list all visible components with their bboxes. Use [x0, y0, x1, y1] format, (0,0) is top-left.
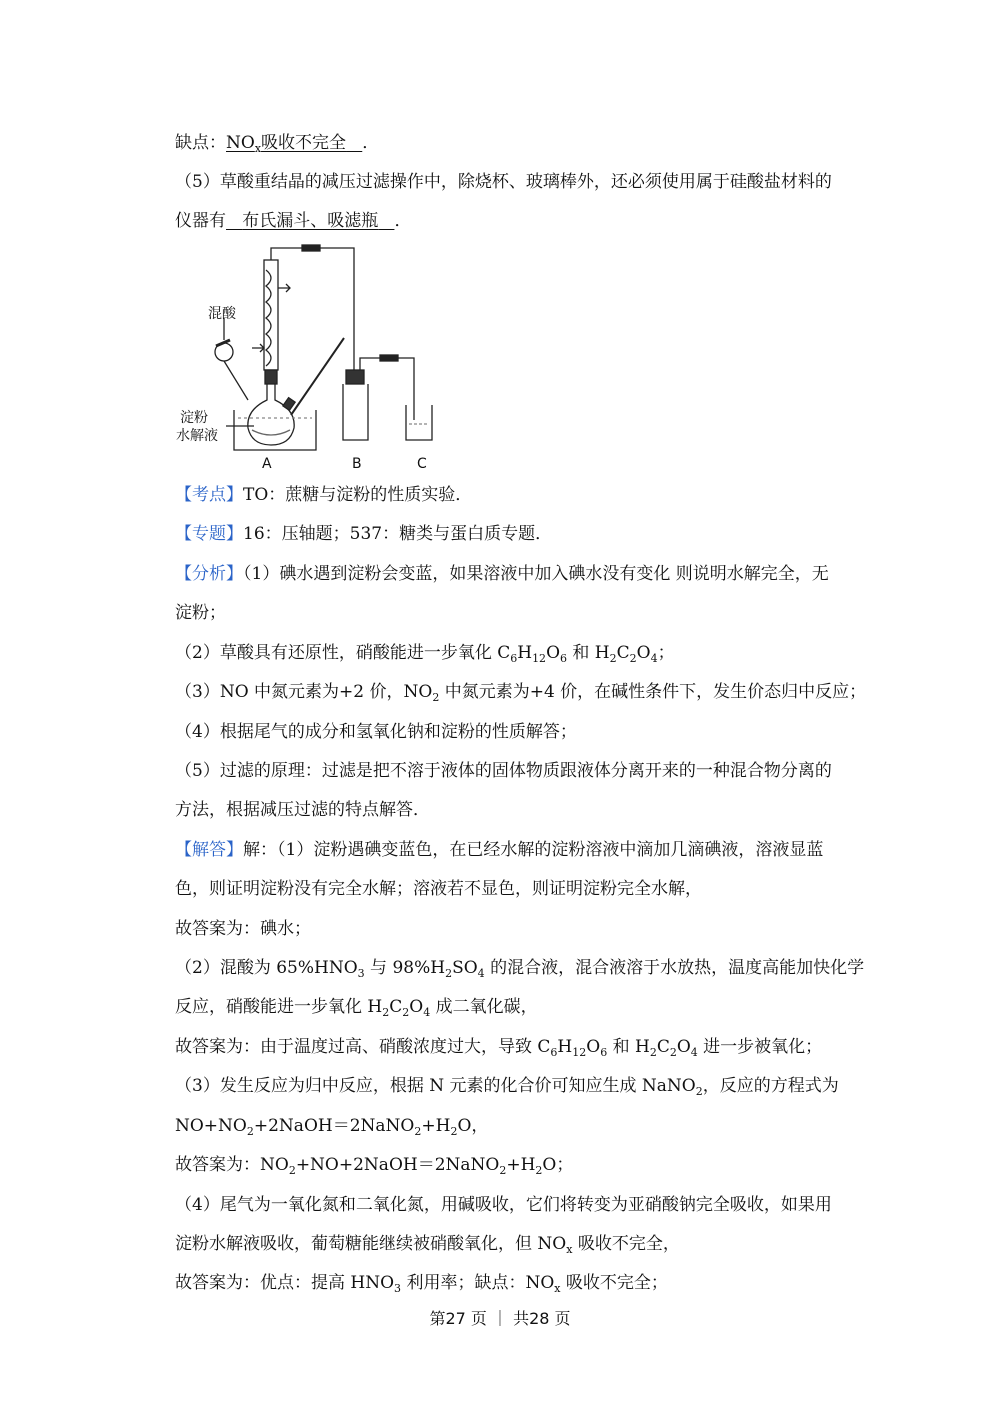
label-starch: 淀粉 [180, 410, 208, 426]
apparatus-diagram [176, 240, 446, 475]
text: （3）发生反应为归中反应，根据 N 元素的化合价可知应生成 NaNO [175, 1076, 696, 1096]
answer-underlined [226, 133, 362, 153]
section-tag: 【解答】 [175, 840, 243, 860]
subscript: 2 [382, 1006, 390, 1019]
subscript: 12 [572, 1046, 587, 1059]
funnel-stem [224, 361, 248, 400]
text: 解：（1）淀粉遇碘变蓝色，在已经水解的淀粉溶液中滴加几滴碘液，溶液显蓝 [243, 840, 824, 860]
subscript: 2 [629, 652, 637, 665]
text-line: 淀粉； [175, 603, 226, 623]
subscript: 4 [477, 967, 485, 980]
text: ； [657, 643, 675, 663]
text-line [175, 1035, 822, 1059]
text: +H [421, 1116, 451, 1136]
text: 吸收不完全； [560, 1273, 668, 1293]
beaker [406, 405, 432, 440]
text: +NO+2NaOH＝2NaNO [295, 1155, 500, 1175]
text: +2NaOH＝2NaNO [253, 1116, 415, 1136]
stopper [283, 398, 295, 411]
text: TO：蔗糖与淀粉的性质实验． [243, 485, 473, 505]
water-bath [234, 410, 316, 450]
text-line [175, 995, 538, 1019]
text-line [175, 680, 866, 704]
subscript: 2 [499, 1164, 507, 1177]
label-a: A [262, 456, 272, 472]
text: H [517, 643, 533, 663]
text-line: （4）根据尾气的成分和氢氧化钠和淀粉的性质解答； [175, 722, 577, 742]
subscript: 6 [510, 652, 518, 665]
text: ，反应的方程式为 [702, 1076, 839, 1096]
text: O； [542, 1155, 574, 1175]
subscript: 6 [550, 1046, 558, 1059]
tube-joint [302, 245, 320, 251]
page-footer: 第27 页 ｜ 共28 页 [429, 1309, 571, 1328]
text: 与 98%H [364, 958, 446, 978]
text-line [175, 131, 379, 155]
text: 成二氧化碳， [430, 997, 538, 1017]
text: （2）混酸为 65%HNO [175, 958, 358, 978]
label-hydrolysate: 水解液 [176, 428, 218, 444]
label-b: B [352, 456, 362, 472]
text: O [586, 1037, 601, 1057]
gas-tube [271, 248, 354, 370]
condenser-coil [266, 270, 271, 366]
text: 和 H [607, 1037, 650, 1057]
subscript: 6 [560, 652, 567, 665]
subscript: x [566, 1243, 573, 1256]
text-line: （5）过滤的原理：过滤是把不溶于液体的固体物质跟液体分离开来的一种混合物分离的 [175, 761, 832, 781]
tube-joint [380, 355, 398, 361]
section-tag: 【专题】 [175, 524, 243, 544]
label-c: C [417, 456, 427, 472]
text: 吸收不完全， [572, 1234, 680, 1254]
text: 反应，硝酸能进一步氧化 H [175, 997, 383, 1017]
text: NO [226, 133, 255, 153]
text-line: （5）草酸重结晶的减压过滤操作中，除烧杯、玻璃棒外，还必须使用属于硅酸盐材料的 [175, 172, 832, 192]
text: 故答案为：优点：提高 HNO [175, 1273, 395, 1293]
label-mixed-acid: 混酸 [208, 306, 236, 322]
subscript: 3 [357, 967, 365, 980]
text: O [636, 643, 651, 663]
subscript: 2 [432, 691, 440, 704]
subscript: 2 [695, 1085, 703, 1098]
answer-underlined [226, 211, 394, 231]
text: C [389, 997, 403, 1017]
text: C [656, 1037, 670, 1057]
text-line [175, 1271, 668, 1295]
section-tag: 【考点】 [175, 485, 243, 505]
section-tag: 【分析】 [175, 564, 243, 584]
text: 故答案为：由于温度过高、硝酸浓度过大，导致 C [175, 1037, 551, 1057]
funnel-stopper [216, 340, 230, 346]
subscript: 2 [609, 652, 617, 665]
text-line [175, 1074, 839, 1098]
stopper [346, 370, 364, 384]
subscript: 2 [649, 1046, 657, 1059]
text: O [546, 643, 560, 663]
subscript: x [254, 142, 262, 155]
text: （2）草酸具有还原性，硝酸能进一步氧化 C [175, 643, 511, 663]
section-zhuanti [175, 522, 552, 546]
subscript: 4 [650, 652, 658, 665]
subscript: 2 [450, 1125, 458, 1138]
subscript: 6 [600, 1046, 608, 1059]
section-jieda [175, 838, 823, 862]
text-line: （4）尾气为一氧化氮和二氧化氮，用碱吸收，它们将转变为亚硝酸钠完全吸收，如果用 [175, 1195, 832, 1215]
text: （1）碘水遇到淀粉会变蓝，如果溶液中加入碘水没有变化 则说明水解完全，无 [243, 564, 829, 584]
text: ． [362, 133, 380, 153]
subscript: 2 [669, 1046, 677, 1059]
text: 缺点： [175, 133, 226, 153]
subscript: 4 [423, 1006, 431, 1019]
subscript: 2 [402, 1006, 410, 1019]
liquid [252, 430, 290, 435]
section-kaodian [175, 483, 472, 507]
text-line: 故答案为：碘水； [175, 919, 311, 939]
text: ． [394, 211, 412, 231]
text: 仪器有 [175, 211, 226, 231]
text-line [175, 1153, 573, 1177]
three-neck-flask [248, 384, 294, 445]
text: O [409, 997, 424, 1017]
water-outlet-arrow [278, 284, 290, 292]
text: 进一步被氧化； [697, 1037, 823, 1057]
subscript: 2 [246, 1125, 254, 1138]
text: 故答案为：NO [175, 1155, 289, 1175]
subscript: 4 [690, 1046, 698, 1059]
thermometer [291, 338, 344, 415]
text: 的混合液，混合液溶于水放热，温度高能加快化学 [484, 958, 865, 978]
text: 布氏漏斗、吸滤瓶 [242, 211, 379, 231]
section-fenxi [175, 562, 829, 586]
text: O， [457, 1116, 489, 1136]
text: 吸收不完全 [261, 133, 347, 153]
text: （3）NO 中氮元素为+2 价，NO [175, 682, 433, 702]
text: NO+NO [175, 1116, 247, 1136]
water-inlet-arrow [252, 344, 264, 352]
stopper [265, 370, 277, 384]
text: 和 H [567, 643, 610, 663]
text: SO [452, 958, 478, 978]
subscript: 2 [288, 1164, 296, 1177]
text-line [175, 209, 411, 233]
subscript: 12 [532, 652, 547, 665]
text-line: 色，则证明淀粉没有完全水解；溶液若不显色，则证明淀粉完全水解， [175, 879, 702, 899]
text: 中氮元素为+4 价，在碱性条件下，发生价态归中反应； [439, 682, 867, 702]
gas-bottle [343, 384, 368, 440]
equation-line [175, 1114, 488, 1138]
subscript: 2 [445, 967, 453, 980]
subscript: 2 [535, 1164, 543, 1177]
subscript: 3 [394, 1282, 402, 1295]
subscript: x [554, 1282, 561, 1295]
text: 淀粉水解液吸收，葡萄糖能继续被硝酸氧化，但 NO [175, 1234, 567, 1254]
text-line: 方法，根据减压过滤的特点解答． [175, 800, 430, 820]
text-line [175, 641, 675, 665]
text: 利用率；缺点：NO [401, 1273, 555, 1293]
text: H [557, 1037, 573, 1057]
text-line [175, 1232, 680, 1256]
text: C [616, 643, 630, 663]
subscript: 2 [414, 1125, 422, 1138]
text: 16：压轴题；537：糖类与蛋白质专题． [243, 524, 553, 544]
text: +H [506, 1155, 536, 1175]
text: O [676, 1037, 691, 1057]
text-line [175, 956, 864, 980]
